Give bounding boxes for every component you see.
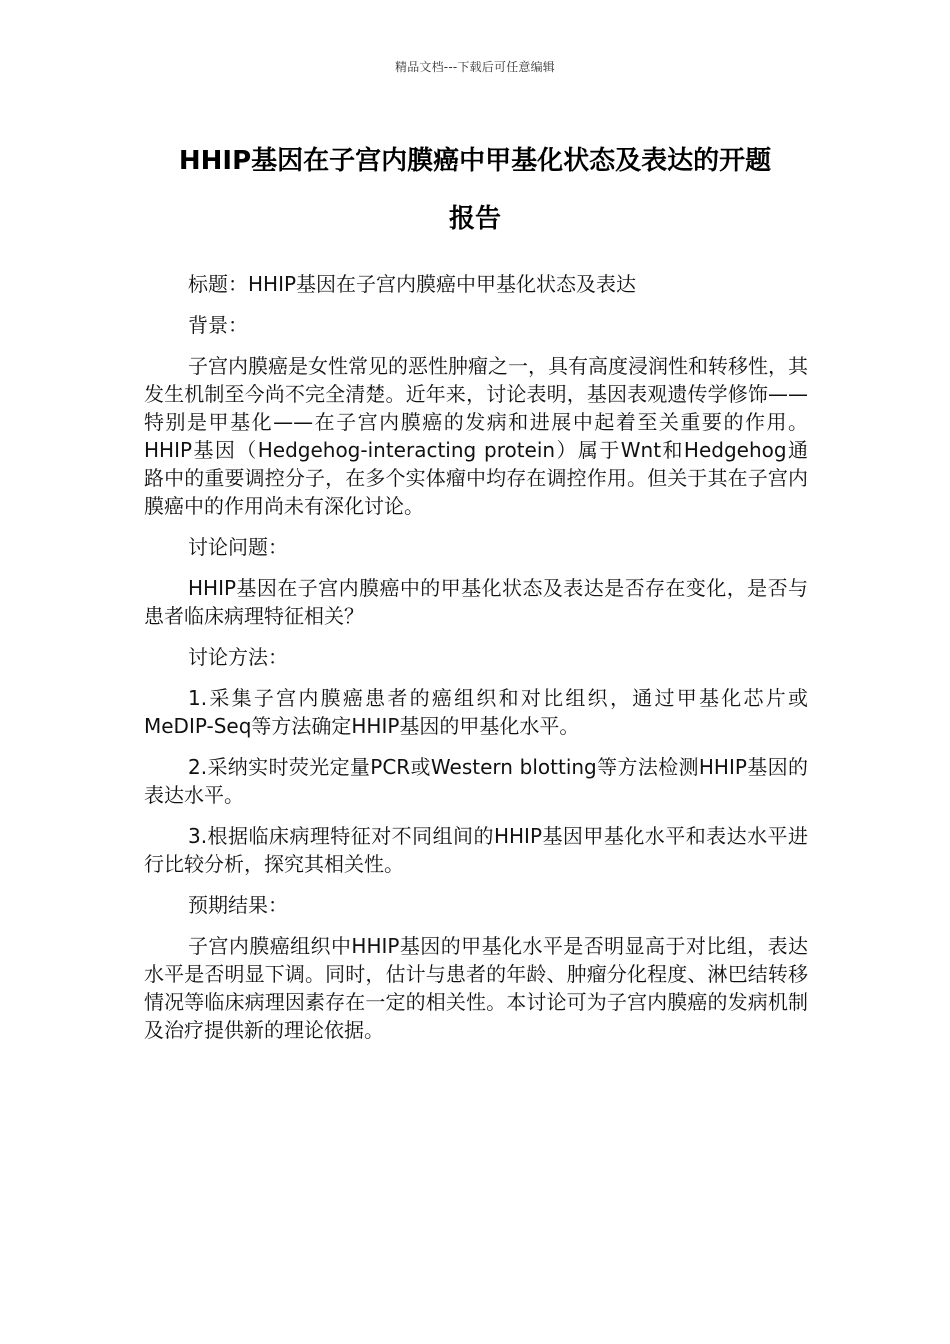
result-label: 预期结果：	[188, 893, 288, 917]
title-line-2: 报告	[448, 204, 501, 234]
document-title	[100, 132, 850, 248]
background-label: 背景：	[188, 313, 248, 337]
background-paragraph: 子宫内膜癌是女性常见的恶性肿瘤之一，具有高度浸润性和转移性，其发生机制至今尚不完全清楚。近年来，讨论表明，基因表观遗传学修饰——特别是甲基化——在子宫内膜癌的发病和进展中起着至关重要的作用。HHIP基因（Hedgehog-interacting protein）属于Wnt和Hedgehog通路中的重要调控分子，在多个实体瘤中均存在调控作用。但关于其在子宫内膜癌中的作用尚未有深化讨论。	[144, 354, 808, 518]
method-label: 讨论方法：	[188, 645, 288, 669]
topic-line: 标题：HHIP基因在子宫内膜癌中甲基化状态及表达	[188, 272, 637, 296]
method-item-2: 2.采纳实时荧光定量PCR或Western blotting等方法检测HHIP基因的表达水平。	[144, 755, 808, 807]
question-paragraph: HHIP基因在子宫内膜癌中的甲基化状态及表达是否存在变化，是否与患者临床病理特征相关？	[144, 576, 808, 628]
result-paragraph: 子宫内膜癌组织中HHIP基因的甲基化水平是否明显高于对比组，表达水平是否明显下调。同时，估计与患者的年龄、肿瘤分化程度、淋巴结转移情况等临床病理因素存在一定的相关性。本讨论可为子宫内膜癌的发病机制及治疗提供新的理论依据。	[144, 934, 808, 1042]
question-label: 讨论问题：	[188, 535, 288, 559]
header-note: 精品文档---下载后可任意编辑	[395, 60, 555, 74]
title-line-1: HHIP基因在子宫内膜癌中甲基化状态及表达的开题	[178, 146, 772, 176]
method-item-3: 3.根据临床病理特征对不同组间的HHIP基因甲基化水平和表达水平进行比较分析，探究其相关性。	[144, 824, 808, 876]
method-item-1: 1.采集子宫内膜癌患者的癌组织和对比组织，通过甲基化芯片或MeDIP-Seq等方法确定HHIP基因的甲基化水平。	[144, 686, 808, 738]
document-body	[144, 270, 808, 1057]
